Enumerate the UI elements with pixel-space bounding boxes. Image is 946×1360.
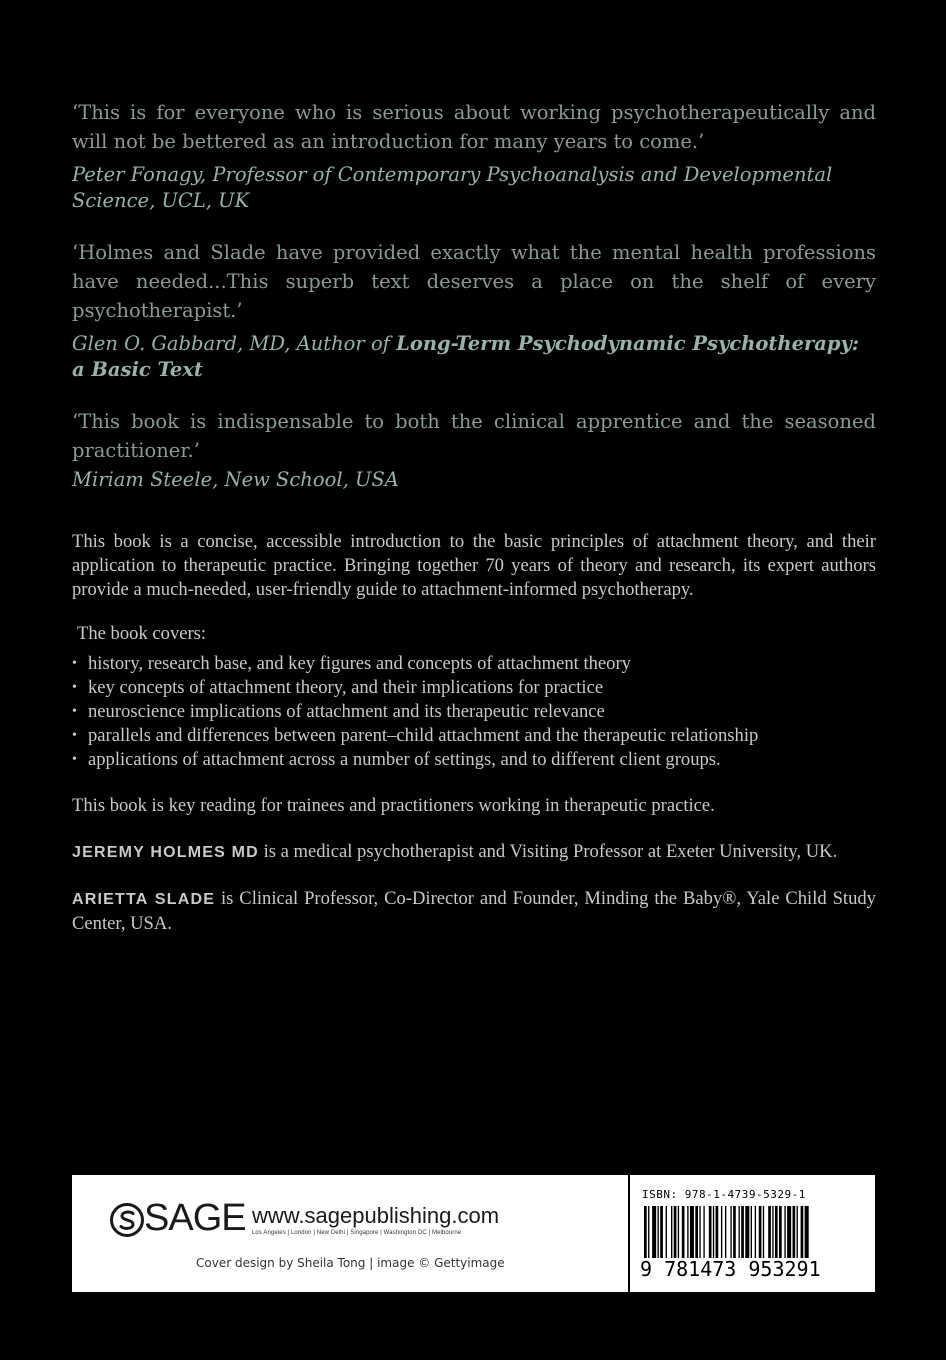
book-description — [72, 530, 876, 936]
endorsement-3 — [72, 407, 876, 493]
barcode-digits: 9 781473 953291 — [640, 1257, 821, 1281]
quote-attribution: Miriam Steele, New School, USA — [72, 468, 399, 491]
publisher-cities: Los Angeles | London | New Delhi | Singapore | Washington DC | Melbourne — [252, 1230, 462, 1236]
quote-attribution: Peter Fonagy, Professor of Contemporary Psychoanalysis and Developmental Science, UCL, UK — [72, 163, 833, 212]
list-item: • key concepts of attachment theory, and their implications for practice — [72, 676, 876, 700]
covers-heading: The book covers: — [77, 623, 207, 644]
author-bio-text: is Clinical Professor, Co-Director and Founder, Minding the Baby®, Yale Child Study Center, USA. — [72, 888, 876, 934]
endorsements — [72, 98, 876, 493]
author-name: JEREMY HOLMES MD — [72, 844, 259, 861]
list-item: • history, research base, and key figures and concepts of attachment theory — [72, 652, 876, 676]
key-reading-paragraph: This book is key reading for trainees and practitioners working in therapeutic practice. — [72, 795, 715, 816]
endorsement-1 — [72, 98, 876, 214]
publisher-footer — [72, 1175, 875, 1292]
quote-attribution — [72, 331, 876, 383]
quote-text: ‘Holmes and Slade have provided exactly what the mental health professions have needed...This superb text deserves a place on the shelf of every psychotherapist.’ — [72, 241, 876, 322]
author-name: ARIETTA SLADE — [72, 891, 216, 908]
list-item: • neuroscience implications of attachment and its therapeutic relevance — [72, 700, 876, 724]
publisher-info — [72, 1175, 628, 1292]
barcode-panel — [628, 1175, 875, 1292]
attribution-book-title: Long-Term Psychodynamic Psychotherapy: a Basic Text — [72, 332, 860, 381]
covers-list — [72, 652, 876, 772]
attribution-author: Glen O. Gabbard, MD, Author of — [72, 332, 397, 355]
author-bio-slade — [72, 887, 876, 936]
list-item: • parallels and differences between parent–child attachment and the therapeutic relationship — [72, 724, 876, 748]
publisher-url: www.sagepublishing.com — [252, 1203, 500, 1228]
intro-paragraph: This book is a concise, accessible introduction to the basic principles of attachment theory, and their application to therapeutic practice. Bringing together 70 years of theory and research, its expert authors provide a much-needed, user-friendly guide to attachment-informed psychotherapy. — [72, 531, 876, 600]
author-bio-holmes — [72, 840, 876, 865]
list-item: • applications of attachment across a number of settings, and to different client groups. — [72, 748, 876, 772]
cover-credit: Cover design by Sheila Tong | image © Gettyimage — [196, 1256, 505, 1270]
sage-logo-icon — [110, 1203, 144, 1237]
quote-text: ‘This book is indispensable to both the clinical apprentice and the seasoned practitioner.’ — [72, 410, 876, 462]
publisher-name: SAGE — [144, 1197, 246, 1239]
endorsement-2 — [72, 238, 876, 383]
quote-text: ‘This is for everyone who is serious about working psychotherapeutically and will not be bettered as an introduction for many years to come.’ — [72, 101, 876, 153]
isbn-label: ISBN: 978-1-4739-5329-1 — [642, 1188, 806, 1201]
author-bio-text: is a medical psychotherapist and Visiting Professor at Exeter University, UK. — [258, 841, 838, 862]
